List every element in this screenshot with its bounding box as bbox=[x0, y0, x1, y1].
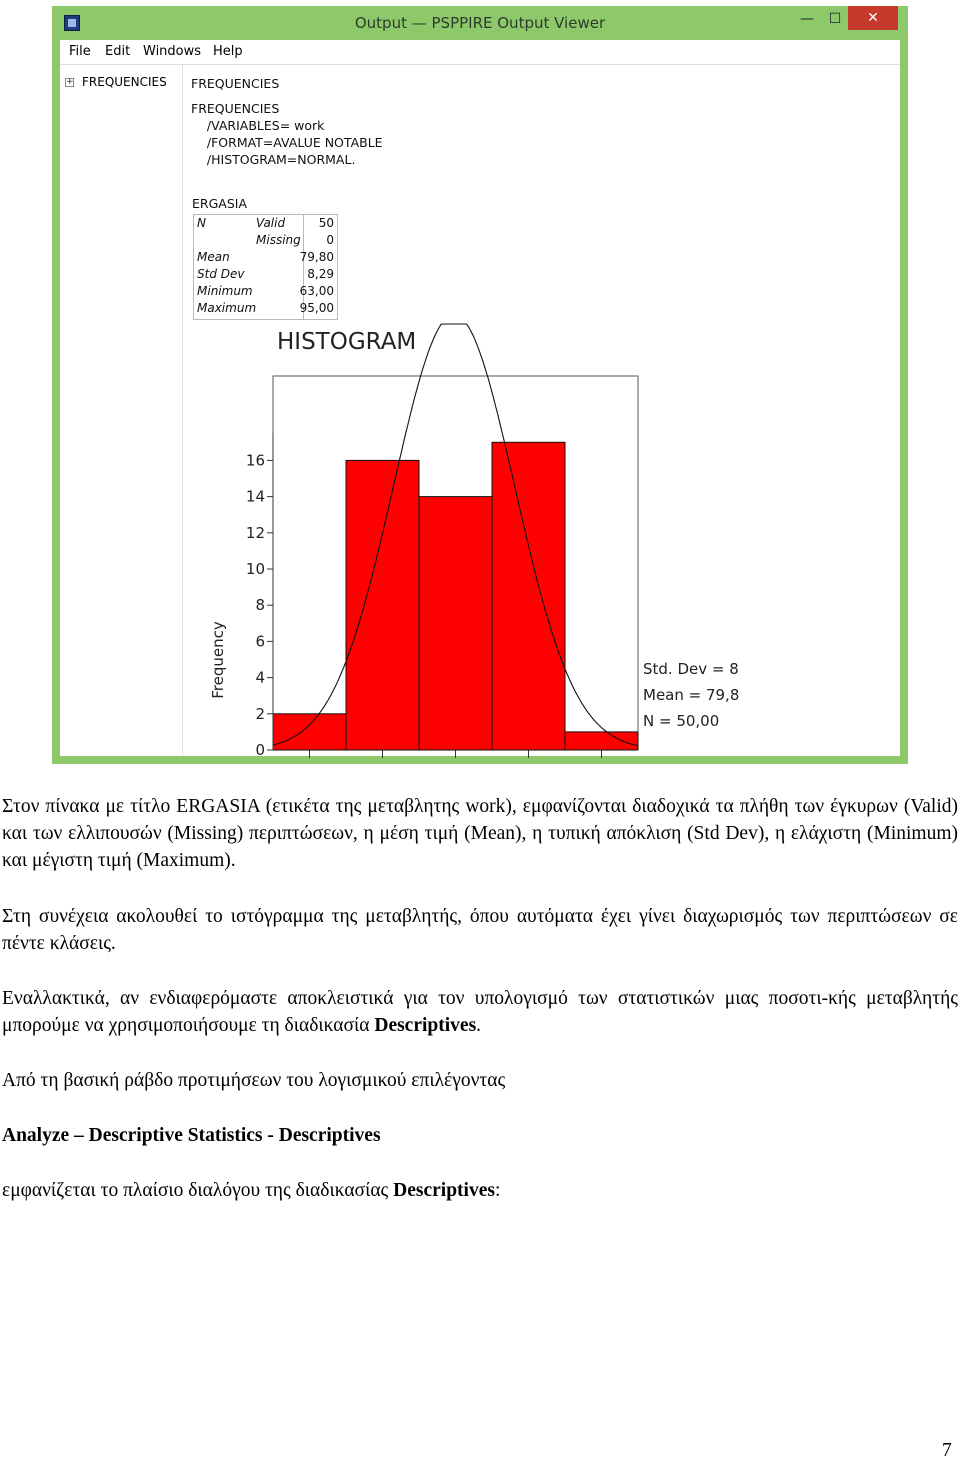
output-viewer-window bbox=[52, 6, 908, 764]
stats-label: Maximum bbox=[197, 301, 257, 315]
stats-table-title: ERGASIA bbox=[192, 196, 247, 211]
descriptives-term: Descriptives bbox=[393, 1180, 495, 1201]
legend-entry: Std. Dev = 8 bbox=[643, 660, 739, 678]
output-content-pane bbox=[183, 65, 900, 759]
y-tick-label: 12 bbox=[245, 523, 265, 542]
stats-label: Std Dev bbox=[197, 267, 245, 281]
stats-value: 79,80 bbox=[299, 250, 334, 264]
stats-value: 63,00 bbox=[299, 284, 334, 298]
y-tick-label: 6 bbox=[255, 632, 265, 651]
stats-label: Minimum bbox=[197, 284, 253, 298]
stats-value: 95,00 bbox=[299, 301, 334, 315]
y-tick-label: 4 bbox=[255, 668, 265, 687]
paragraph-text: : bbox=[494, 1180, 501, 1201]
stats-sublabel: Missing bbox=[256, 233, 301, 247]
stats-label: N bbox=[197, 216, 206, 230]
stats-sublabel: Valid bbox=[256, 216, 286, 230]
paragraph-descriptives-alternative bbox=[2, 985, 958, 1039]
stats-table bbox=[193, 214, 338, 320]
syntax-line: /HISTOGRAM=NORMAL. bbox=[191, 152, 356, 167]
menu-help[interactable]: Help bbox=[213, 44, 243, 59]
output-tree-pane bbox=[60, 65, 183, 756]
histogram-bar bbox=[492, 442, 565, 750]
y-tick-label: 8 bbox=[255, 596, 265, 615]
menu-windows[interactable]: Windows bbox=[143, 44, 202, 59]
syntax-line: /FORMAT=AVALUE NOTABLE bbox=[191, 135, 383, 150]
histogram-bar bbox=[346, 460, 419, 750]
menu-edit[interactable]: Edit bbox=[105, 44, 131, 59]
histogram-bar bbox=[565, 732, 638, 750]
page-number: 7 bbox=[942, 1440, 952, 1461]
paragraph-menu-intro: Από τη βασική ράβδο προτιμήσεων του λογισμικού επιλέγοντας bbox=[2, 1070, 506, 1091]
stats-value: 0 bbox=[326, 233, 334, 247]
maximize-button[interactable]: ☐ bbox=[828, 11, 842, 27]
y-tick-label: 10 bbox=[245, 560, 265, 578]
title-bar[interactable] bbox=[52, 6, 908, 40]
descriptives-term: Descriptives bbox=[374, 1015, 477, 1036]
paragraph-histogram-description: Στη συνέχεια ακολουθεί το ιστόγραμμα της μεταβλητής, όπου αυτόματα έχει γίνει διαχωρισμός των περιπτώσεων σε πέντε κλάσεις. bbox=[2, 906, 958, 954]
window-client-area bbox=[60, 40, 900, 759]
y-tick-label: 14 bbox=[245, 487, 265, 506]
legend-entry: N = 50,00 bbox=[643, 712, 720, 730]
y-tick-label: 16 bbox=[245, 451, 265, 470]
y-tick-label: 2 bbox=[255, 704, 265, 723]
minimize-button[interactable]: — bbox=[800, 11, 814, 27]
menu-bar bbox=[60, 40, 900, 65]
window-title: Output — PSPPIRE Output Viewer bbox=[354, 14, 606, 32]
expand-icon[interactable]: + bbox=[66, 77, 74, 87]
paragraph-text: Εναλλακτικά, αν ενδιαφερόμαστε αποκλειστικά για τον υπολογισμό των στατιστικών μιας ποσοτι-κής μεταβλητής μπορούμε να χρησιμοποιήσουμε τη διαδικασία bbox=[2, 988, 958, 1036]
histogram-bar bbox=[419, 497, 492, 750]
y-tick-label: 0 bbox=[255, 741, 265, 759]
paragraph-stats-description: Στον πίνακα με τίτλο ERGASIA (ετικέτα της μεταβλητης work), εμφανίζονται διαδοχικά τα πλήθη των έγκυρων (Valid) και των ελλιπουσών (Missing) περιπτώσεων, η μέση τιμή (Mean), η τυπική απόκλιση (Std Dev), η ελάχιστη (Minimum) και μέγιστη τιμή (Maximum). bbox=[2, 796, 958, 871]
menu-file[interactable]: File bbox=[69, 44, 91, 59]
stats-value: 8,29 bbox=[307, 267, 334, 281]
paragraph-text: . bbox=[476, 1015, 482, 1036]
syntax-line: FREQUENCIES bbox=[191, 101, 280, 116]
y-axis-label: Frequency bbox=[209, 621, 227, 699]
output-heading: FREQUENCIES bbox=[191, 76, 280, 91]
menu-path: Analyze – Descriptive Statistics - Descriptives bbox=[2, 1125, 381, 1146]
chart-title: HISTOGRAM bbox=[277, 329, 417, 355]
syntax-line: /VARIABLES= work bbox=[191, 118, 325, 133]
histogram-bar bbox=[273, 714, 346, 750]
histogram-chart bbox=[183, 320, 783, 760]
paragraph-text: εμφανίζεται το πλαίσιο διαλόγου της διαδικασίας bbox=[2, 1180, 394, 1201]
close-button[interactable]: ✕ bbox=[848, 6, 898, 30]
tree-item-frequencies[interactable]: FREQUENCIES bbox=[82, 75, 167, 89]
paragraph-dialog-intro bbox=[2, 1177, 958, 1204]
legend-entry: Mean = 79,8 bbox=[643, 686, 740, 704]
stats-value: 50 bbox=[318, 216, 334, 230]
stats-label: Mean bbox=[197, 250, 230, 264]
